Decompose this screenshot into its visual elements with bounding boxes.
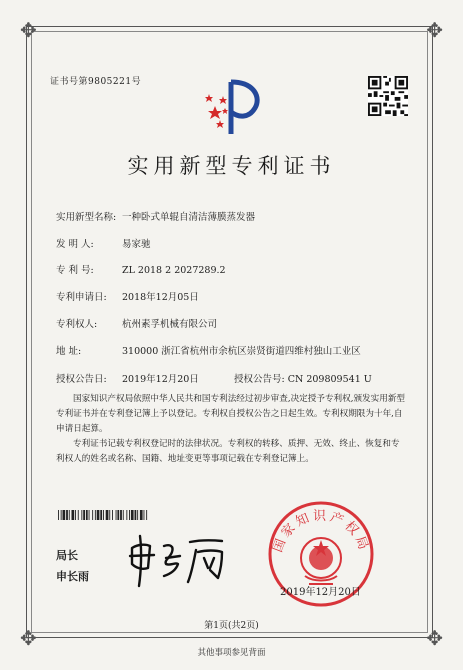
corner-ornament-icon: ✥ <box>20 18 37 42</box>
corner-ornament-icon: ✥ <box>426 18 443 42</box>
footer-note: 其他事项参见背面 <box>197 648 266 658</box>
field-announcement-number: 授权公告号: CN 209809541 U <box>234 374 372 385</box>
page-title: 实用新型专利证书 <box>127 154 336 178</box>
patent-office-emblem-icon <box>195 72 267 142</box>
qr-code-icon <box>368 76 408 116</box>
field-announcement-date: 授权公告日: 2019年12月20日 <box>56 374 199 385</box>
certificate-number: 证书号第9805221号 <box>50 77 142 87</box>
field-address: 地 址: 310000 浙江省杭州市余杭区崇贤街道四维村独山工业区 <box>56 346 361 357</box>
field-patentee: 专利权人: 杭州素孚机械有限公司 <box>56 319 218 330</box>
page-number: 第1页(共2页) <box>204 621 259 631</box>
corner-ornament-icon: ✥ <box>20 626 37 650</box>
grant-statement-paragraph: 国家知识产权局依照中华人民共和国专利法经过初步审查,决定授予专利权,颁发实用新型专利证书并在专利登记簿上予以登记。专利权自授权公告之日起生效。专利权期限为十年,自申请日起算。 <box>56 394 406 434</box>
director-title: 局长 <box>56 549 78 562</box>
legal-status-paragraph: 专利证书记载专利权登记时的法律状况。专利权的转移、质押、无效、终止、恢复和专利权人的姓名或名称、国籍、地址变更等事项记载在专利登记簿上。 <box>56 439 400 464</box>
corner-ornament-icon: ✥ <box>426 626 443 650</box>
field-application-date: 专利申请日: 2018年12月05日 <box>56 292 199 303</box>
barcode-icon <box>58 510 148 520</box>
field-patent-number: 专 利 号: ZL 2018 2 2027289.2 <box>56 265 226 276</box>
field-utility-model-name: 实用新型名称: 一种卧式单辊自清洁薄膜蒸发器 <box>56 212 256 223</box>
seal-text: 国家知识产权局 <box>270 509 372 555</box>
seal-date: 2019年12月20日 <box>280 587 361 598</box>
director-name: 申长雨 <box>56 570 89 583</box>
director-signature <box>124 528 236 590</box>
field-inventor: 发 明 人: 易家驰 <box>56 239 151 250</box>
